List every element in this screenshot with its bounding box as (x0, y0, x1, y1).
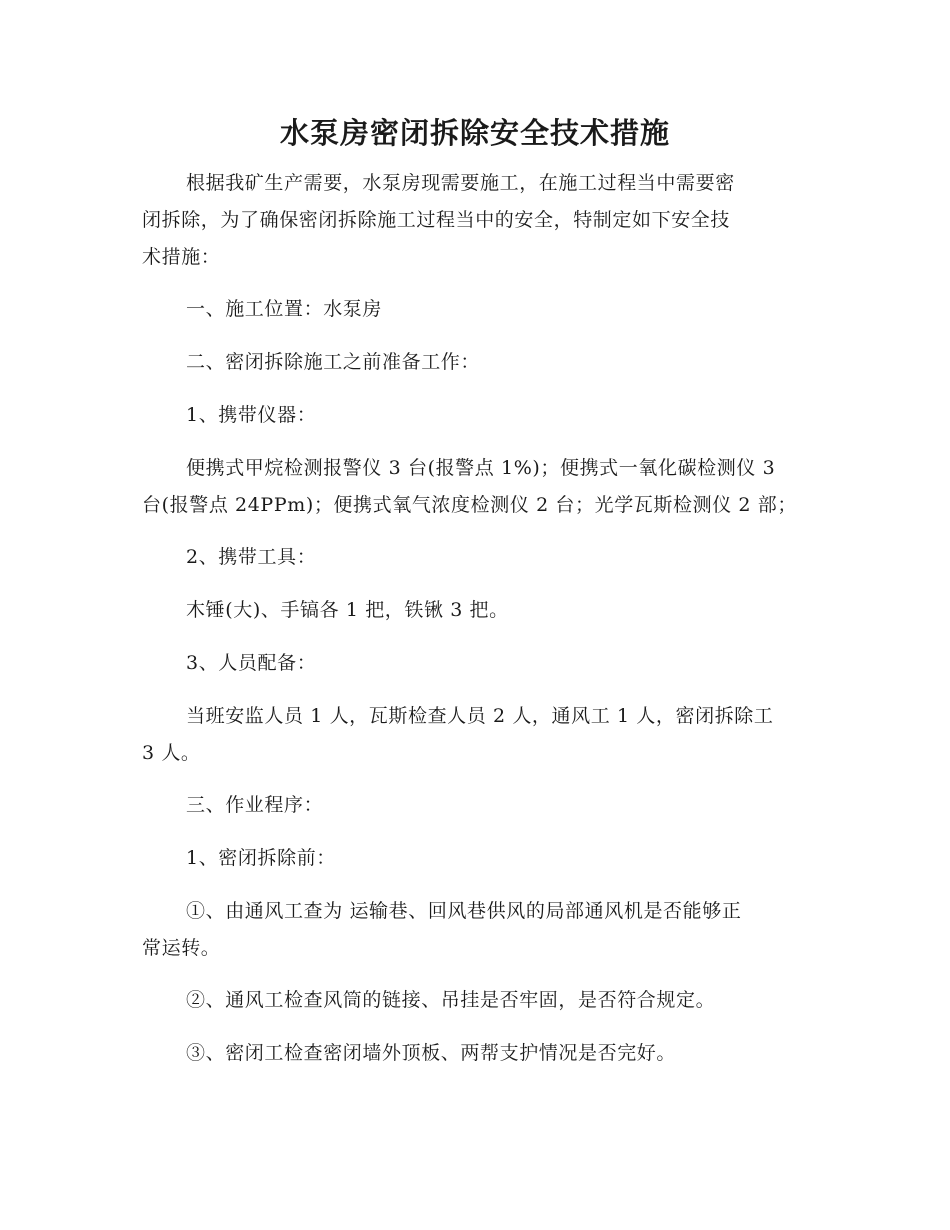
step-1-item-c (142, 1035, 812, 1072)
step-1-item-a-line-1: ①、由通风工查为 运输巷、回风巷供风的局部通风机是否能够正 (186, 900, 742, 922)
item-1-heading (142, 397, 812, 434)
step-1-item-a (142, 893, 812, 967)
section-3-text: 三、作业程序： (186, 794, 324, 816)
step-1-heading (142, 840, 812, 877)
item-3-body (142, 698, 812, 772)
intro-line-2: 闭拆除，为了确保密闭拆除施工过程当中的安全，特制定如下安全技 (142, 209, 731, 231)
item-2-body (142, 592, 812, 629)
section-2-text: 二、密闭拆除施工之前准备工作： (186, 351, 481, 373)
intro-line-3: 术措施： (142, 246, 221, 268)
section-1-heading (142, 291, 812, 328)
step-1-item-a-line-2: 常运转。 (142, 937, 221, 959)
item-1-body-line-2: 台(报警点 24PPm)；便携式氧气浓度检测仪 2 台；光学瓦斯检测仪 2 部； (142, 494, 797, 516)
intro-line-1: 根据我矿生产需要，水泵房现需要施工，在施工过程当中需要密 (186, 172, 735, 194)
item-2-heading (142, 539, 812, 576)
item-1-heading-text: 1、携带仪器： (186, 404, 317, 426)
item-2-body-text: 木锤(大)、手镐各 1 把，铁锹 3 把。 (186, 599, 509, 621)
section-1-text: 一、施工位置：水泵房 (186, 298, 383, 320)
item-2-heading-text: 2、携带工具： (186, 546, 317, 568)
intro-paragraph (142, 165, 812, 276)
item-1-body (142, 450, 812, 524)
step-1-item-c-text: ③、密闭工检查密闭墙外顶板、两帮支护情况是否完好。 (186, 1042, 677, 1064)
item-3-body-line-1: 当班安监人员 1 人，瓦斯检查人员 2 人，通风工 1 人，密闭拆除工 (186, 705, 774, 727)
item-3-heading (142, 645, 812, 682)
step-1-heading-text: 1、密闭拆除前： (186, 847, 336, 869)
step-1-item-b (142, 982, 812, 1019)
step-1-item-b-text: ②、通风工检查风筒的链接、吊挂是否牢固，是否符合规定。 (186, 989, 716, 1011)
item-3-body-line-2: 3 人。 (142, 742, 201, 764)
item-1-body-line-1: 便携式甲烷检测报警仪 3 台(报警点 1%)；便携式一氧化碳检测仪 3 (186, 457, 776, 479)
document-title: 水泵房密闭拆除安全技术措施 (279, 116, 670, 150)
item-3-heading-text: 3、人员配备： (186, 652, 317, 674)
section-2-heading (142, 344, 812, 381)
section-3-heading (142, 787, 812, 824)
